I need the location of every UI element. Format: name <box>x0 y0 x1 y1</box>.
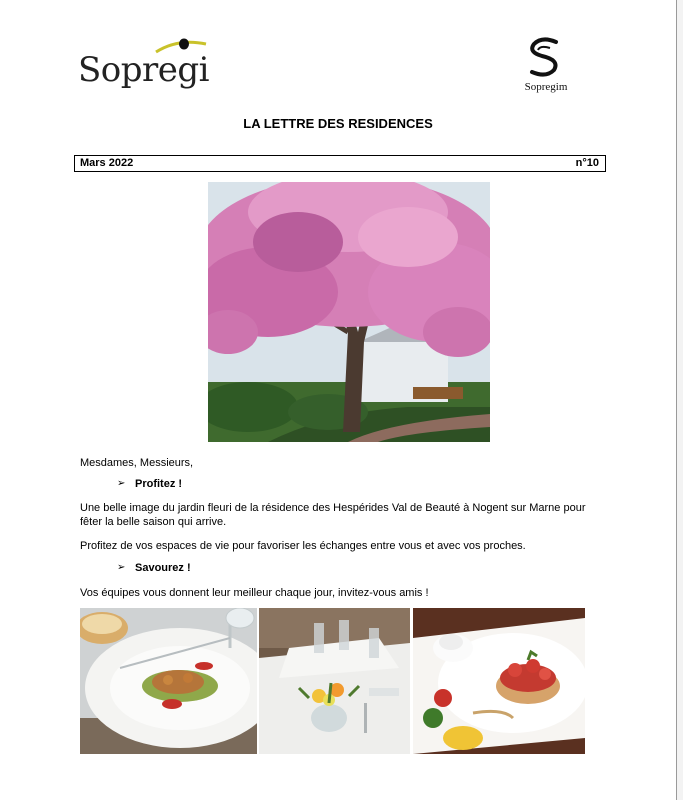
section-savourez-label: Savourez ! <box>135 562 191 574</box>
issue-number: n°10 <box>575 157 599 169</box>
arrowhead-bullet-icon: ➢ <box>117 478 126 489</box>
issue-date: Mars 2022 <box>80 157 134 169</box>
greeting-text: Mesdames, Messieurs, <box>80 457 194 469</box>
logo-left-text: Sopregi <box>78 50 210 90</box>
sopregim-s-icon <box>512 36 580 80</box>
sopregim-logo <box>512 36 580 96</box>
gourmet-plate-photo <box>80 608 257 754</box>
section-profitez-paragraph-2: Profitez de vos espaces de vie pour favoriser les échanges entre vous et avec vos proches. <box>80 540 526 552</box>
garden-cherry-tree-photo <box>208 182 490 442</box>
section-profitez-label: Profitez ! <box>135 478 183 490</box>
section-savourez-paragraph-1: Vos équipes vous donnent leur meilleur chaque jour, invitez-vous amis ! <box>80 587 429 599</box>
section-profitez-paragraph-1: Une belle image du jardin fleuri de la résidence des Hespérides Val de Beauté à Nogent sur Marne pour fêter la belle saison qui arrive. <box>80 502 586 528</box>
section-savourez-heading <box>117 562 317 576</box>
sopregi-logo <box>78 36 208 94</box>
newsletter-title: LA LETTRE DES RESIDENCES <box>243 116 433 131</box>
issue-bar <box>74 155 606 172</box>
arrowhead-bullet-icon: ➢ <box>117 562 126 573</box>
section-profitez-heading <box>117 478 317 492</box>
strawberry-dessert-photo <box>413 608 585 754</box>
logo-right-text: Sopregim <box>524 81 568 93</box>
restaurant-table-photo <box>259 608 410 754</box>
